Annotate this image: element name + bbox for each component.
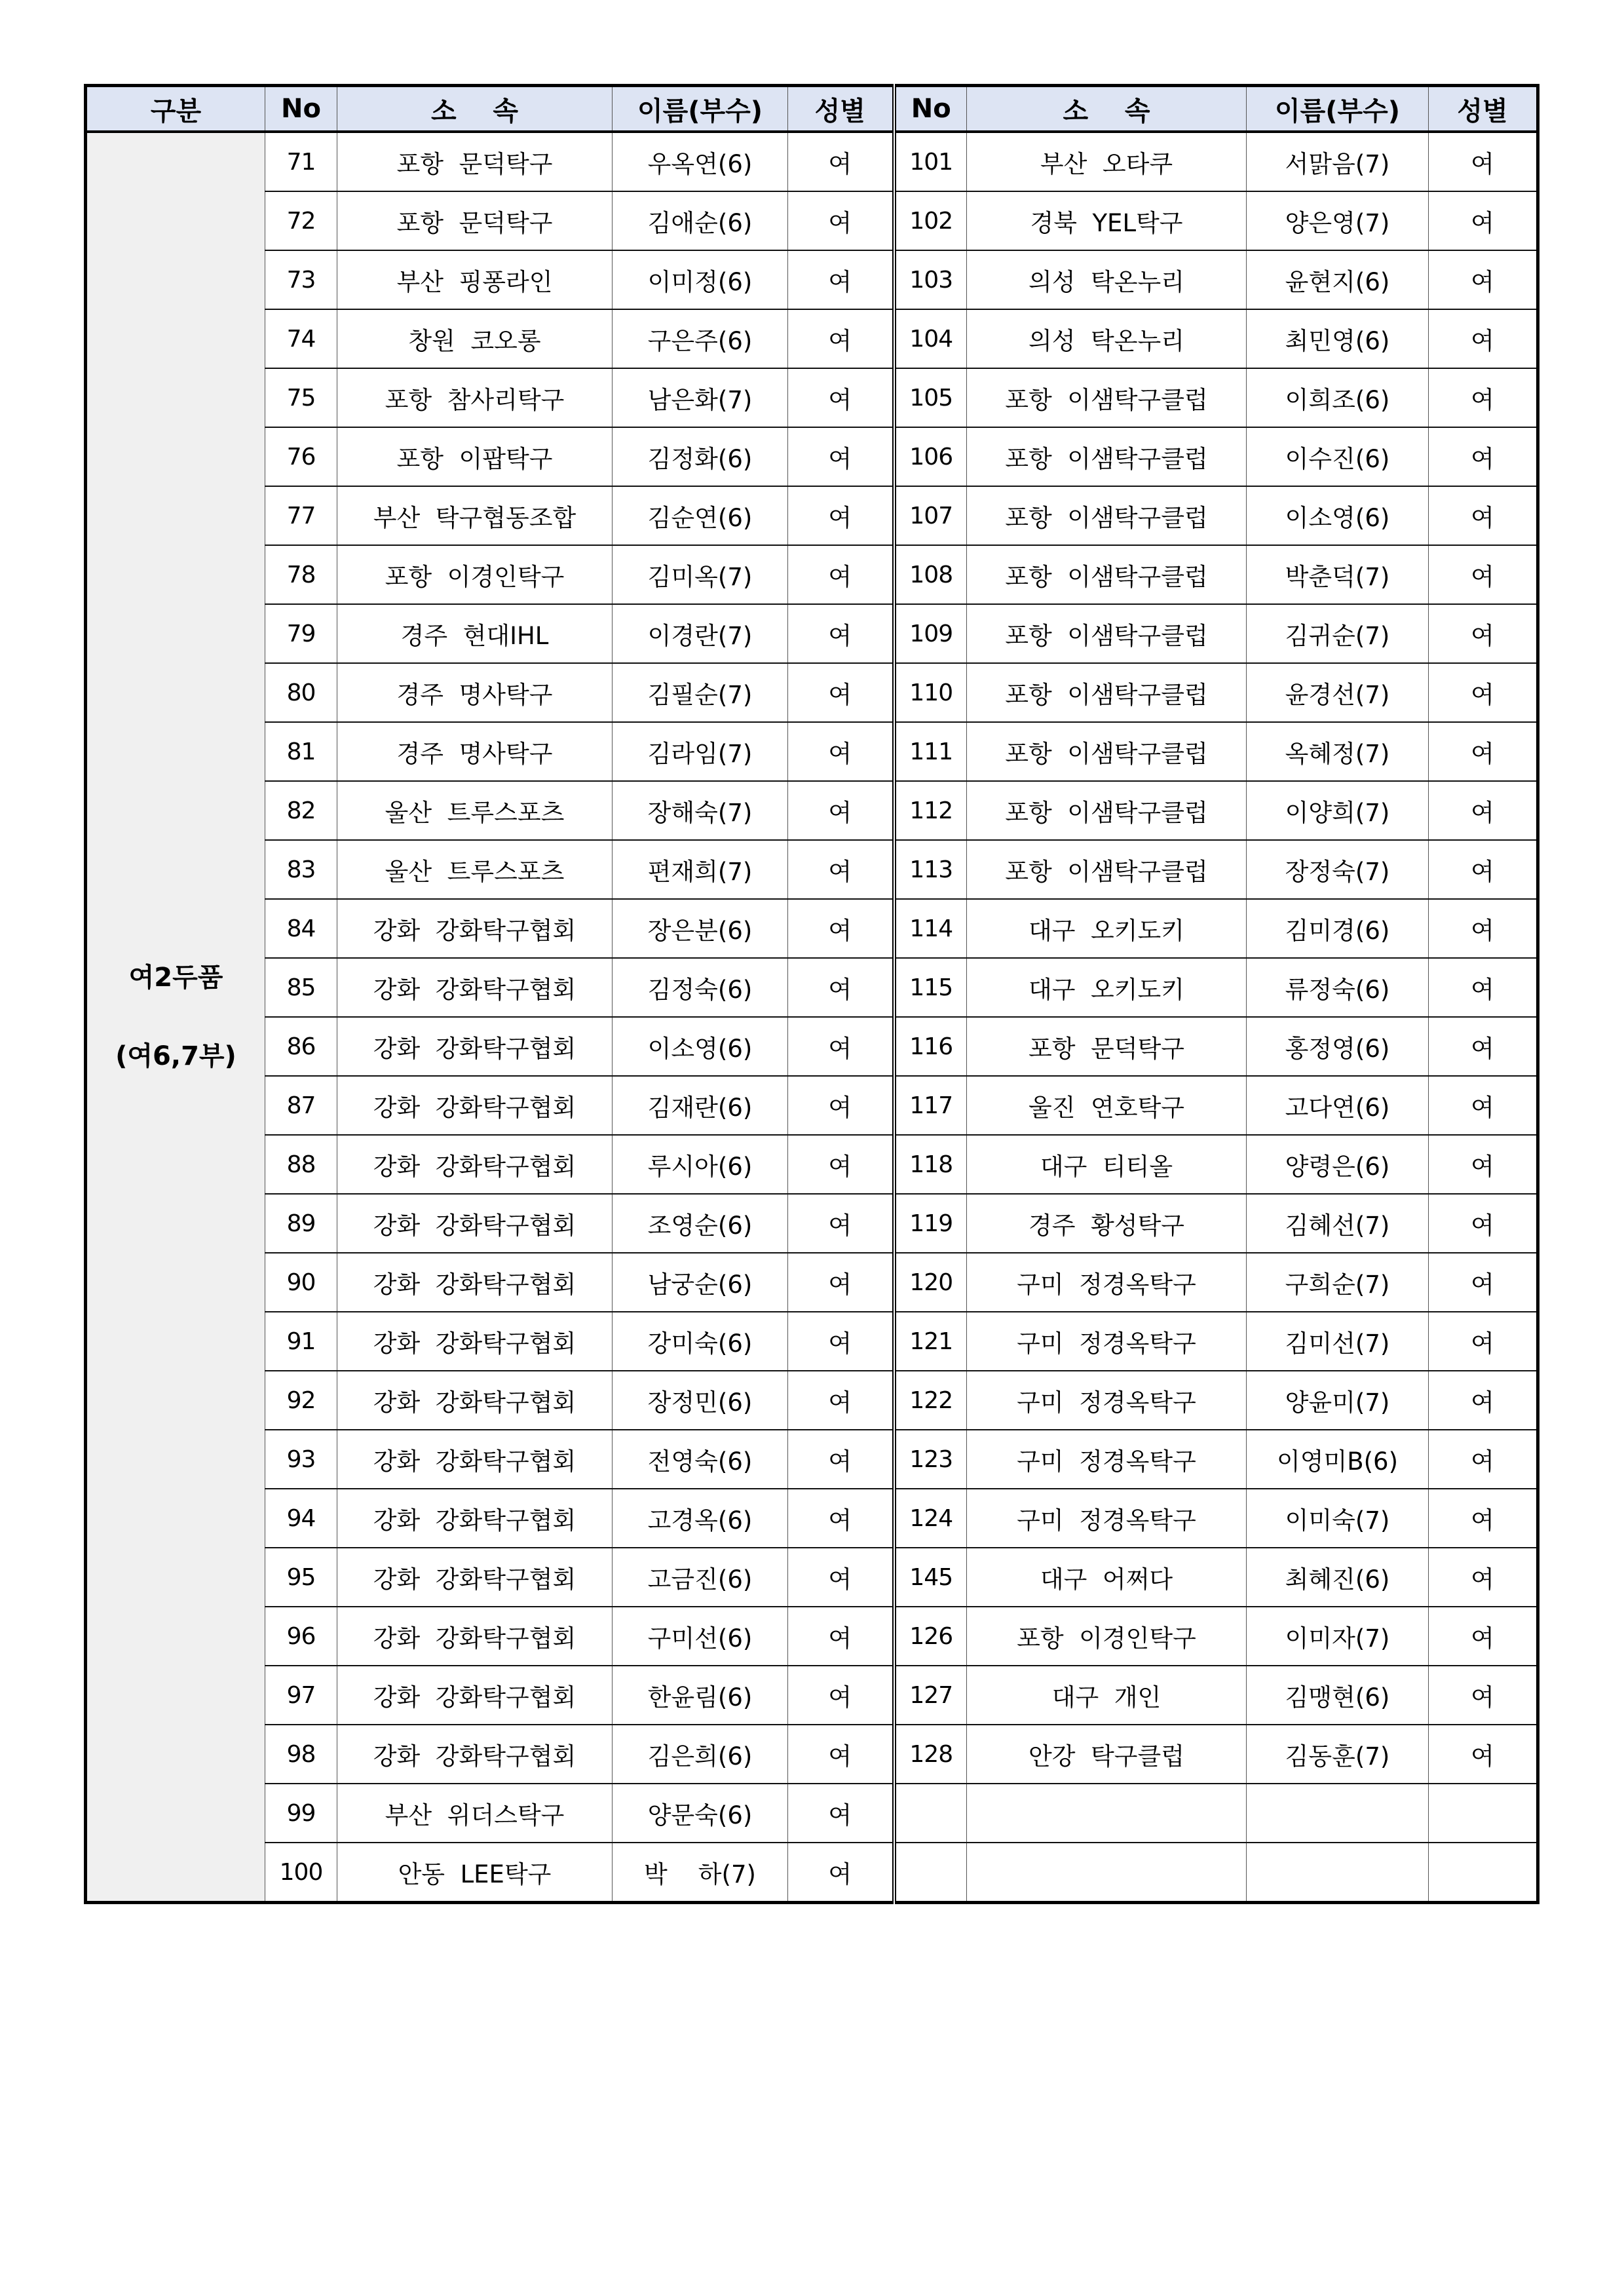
right-gender-cell: 여 (1429, 545, 1538, 604)
right-gender-cell (1429, 1784, 1538, 1843)
right-club-cell: 포항 이샘탁구클럽 (967, 663, 1247, 722)
right-club-cell: 의성 탁온누리 (967, 250, 1247, 309)
right-gender-cell: 여 (1429, 840, 1538, 899)
right-no-cell: 115 (894, 958, 967, 1017)
right-no-cell: 123 (894, 1430, 967, 1489)
left-club-cell: 강화 강화탁구협회 (337, 1017, 613, 1076)
left-name-cell: 김은희(6) (613, 1725, 788, 1784)
table-row (86, 1430, 1538, 1489)
left-name-cell: 김정화(6) (613, 427, 788, 486)
right-club-cell: 의성 탁온누리 (967, 309, 1247, 368)
left-club-cell: 포항 문덕탁구 (337, 132, 613, 191)
left-gender-cell: 여 (788, 958, 894, 1017)
table-row (86, 840, 1538, 899)
left-no-cell: 89 (265, 1194, 337, 1253)
left-gender-cell: 여 (788, 1725, 894, 1784)
left-no-cell: 78 (265, 545, 337, 604)
right-name-cell: 양은영(7) (1247, 191, 1429, 250)
left-club-cell: 부산 위더스탁구 (337, 1784, 613, 1843)
header-no-right: No (894, 86, 967, 132)
header-no-left: No (265, 86, 337, 132)
left-club-cell: 강화 강화탁구협회 (337, 1371, 613, 1430)
right-no-cell: 111 (894, 722, 967, 781)
left-club-cell: 강화 강화탁구협회 (337, 1607, 613, 1666)
header-gender-left: 성별 (788, 86, 894, 132)
right-gender-cell: 여 (1429, 663, 1538, 722)
left-name-cell: 이소영(6) (613, 1017, 788, 1076)
right-gender-cell: 여 (1429, 722, 1538, 781)
left-no-cell: 75 (265, 368, 337, 427)
right-no-cell: 102 (894, 191, 967, 250)
left-no-cell: 87 (265, 1076, 337, 1135)
table-row (86, 1312, 1538, 1371)
right-gender-cell: 여 (1429, 604, 1538, 663)
left-club-cell: 포항 문덕탁구 (337, 191, 613, 250)
right-no-cell (894, 1784, 967, 1843)
left-no-cell: 79 (265, 604, 337, 663)
table-row (86, 191, 1538, 250)
left-no-cell: 100 (265, 1843, 337, 1903)
left-club-cell: 울산 트루스포츠 (337, 781, 613, 840)
left-club-cell: 경주 현대IHL (337, 604, 613, 663)
left-name-cell: 박 하(7) (613, 1843, 788, 1903)
left-name-cell: 장정민(6) (613, 1371, 788, 1430)
right-club-cell: 대구 티티올 (967, 1135, 1247, 1194)
left-no-cell: 80 (265, 663, 337, 722)
left-no-cell: 82 (265, 781, 337, 840)
left-name-cell: 전영숙(6) (613, 1430, 788, 1489)
left-name-cell: 이미정(6) (613, 250, 788, 309)
right-club-cell: 포항 이샘탁구클럽 (967, 781, 1247, 840)
left-gender-cell: 여 (788, 486, 894, 545)
right-gender-cell: 여 (1429, 486, 1538, 545)
table-row (86, 486, 1538, 545)
right-name-cell: 김혜선(7) (1247, 1194, 1429, 1253)
right-club-cell: 포항 이샘탁구클럽 (967, 368, 1247, 427)
left-name-cell: 구미선(6) (613, 1607, 788, 1666)
right-club-cell: 대구 오키도키 (967, 958, 1247, 1017)
left-name-cell: 김애순(6) (613, 191, 788, 250)
left-no-cell: 90 (265, 1253, 337, 1312)
left-no-cell: 86 (265, 1017, 337, 1076)
right-no-cell: 118 (894, 1135, 967, 1194)
left-gender-cell: 여 (788, 899, 894, 958)
left-gender-cell: 여 (788, 132, 894, 191)
left-no-cell: 72 (265, 191, 337, 250)
right-gender-cell: 여 (1429, 1076, 1538, 1135)
right-club-cell: 대구 개인 (967, 1666, 1247, 1725)
left-no-cell: 73 (265, 250, 337, 309)
right-club-cell: 구미 정경옥탁구 (967, 1253, 1247, 1312)
left-gender-cell: 여 (788, 1076, 894, 1135)
left-no-cell: 92 (265, 1371, 337, 1430)
right-club-cell: 울진 연호탁구 (967, 1076, 1247, 1135)
left-name-cell: 남은화(7) (613, 368, 788, 427)
right-name-cell: 김귀순(7) (1247, 604, 1429, 663)
left-name-cell: 고경옥(6) (613, 1489, 788, 1548)
left-gender-cell: 여 (788, 250, 894, 309)
right-no-cell: 104 (894, 309, 967, 368)
right-no-cell: 112 (894, 781, 967, 840)
left-club-cell: 포항 참사리탁구 (337, 368, 613, 427)
left-club-cell: 강화 강화탁구협회 (337, 1725, 613, 1784)
right-club-cell: 안강 탁구클럽 (967, 1725, 1247, 1784)
left-name-cell: 고금진(6) (613, 1548, 788, 1607)
table-row (86, 1253, 1538, 1312)
right-gender-cell: 여 (1429, 1548, 1538, 1607)
right-club-cell: 구미 정경옥탁구 (967, 1312, 1247, 1371)
right-name-cell: 류정숙(6) (1247, 958, 1429, 1017)
left-no-cell: 97 (265, 1666, 337, 1725)
right-gender-cell: 여 (1429, 1430, 1538, 1489)
right-gender-cell: 여 (1429, 781, 1538, 840)
right-club-cell: 포항 문덕탁구 (967, 1017, 1247, 1076)
right-name-cell: 윤현지(6) (1247, 250, 1429, 309)
left-gender-cell: 여 (788, 1666, 894, 1725)
left-no-cell: 83 (265, 840, 337, 899)
left-no-cell: 85 (265, 958, 337, 1017)
right-name-cell: 이미자(7) (1247, 1607, 1429, 1666)
table-row (86, 781, 1538, 840)
right-gender-cell: 여 (1429, 1194, 1538, 1253)
right-name-cell: 양령은(6) (1247, 1135, 1429, 1194)
left-club-cell: 부산 핑퐁라인 (337, 250, 613, 309)
right-gender-cell: 여 (1429, 132, 1538, 191)
division-cell (86, 132, 265, 1903)
right-no-cell: 113 (894, 840, 967, 899)
left-gender-cell: 여 (788, 781, 894, 840)
right-name-cell (1247, 1784, 1429, 1843)
right-no-cell: 122 (894, 1371, 967, 1430)
left-gender-cell: 여 (788, 1843, 894, 1903)
right-gender-cell: 여 (1429, 1607, 1538, 1666)
right-club-cell (967, 1843, 1247, 1903)
left-name-cell: 장은분(6) (613, 899, 788, 958)
left-club-cell: 강화 강화탁구협회 (337, 899, 613, 958)
table-row (86, 545, 1538, 604)
right-name-cell: 구희순(7) (1247, 1253, 1429, 1312)
left-gender-cell: 여 (788, 1312, 894, 1371)
right-club-cell: 포항 이샘탁구클럽 (967, 545, 1247, 604)
right-no-cell: 127 (894, 1666, 967, 1725)
left-gender-cell: 여 (788, 722, 894, 781)
right-no-cell (894, 1843, 967, 1903)
right-no-cell: 120 (894, 1253, 967, 1312)
table-row (86, 604, 1538, 663)
right-club-cell: 포항 이샘탁구클럽 (967, 604, 1247, 663)
left-name-cell: 김순연(6) (613, 486, 788, 545)
right-gender-cell: 여 (1429, 1017, 1538, 1076)
right-name-cell: 김맹현(6) (1247, 1666, 1429, 1725)
right-no-cell: 103 (894, 250, 967, 309)
header-name-right: 이름(부수) (1247, 86, 1429, 132)
left-no-cell: 74 (265, 309, 337, 368)
right-no-cell: 114 (894, 899, 967, 958)
right-gender-cell: 여 (1429, 368, 1538, 427)
right-club-cell: 경주 황성탁구 (967, 1194, 1247, 1253)
left-club-cell: 포항 이팝탁구 (337, 427, 613, 486)
left-club-cell: 경주 명사탁구 (337, 722, 613, 781)
left-gender-cell: 여 (788, 191, 894, 250)
left-club-cell: 강화 강화탁구협회 (337, 1312, 613, 1371)
right-name-cell (1247, 1843, 1429, 1903)
left-name-cell: 조영순(6) (613, 1194, 788, 1253)
right-no-cell: 109 (894, 604, 967, 663)
right-name-cell: 고다연(6) (1247, 1076, 1429, 1135)
table-row (86, 1135, 1538, 1194)
right-club-cell: 구미 정경옥탁구 (967, 1489, 1247, 1548)
right-gender-cell: 여 (1429, 1135, 1538, 1194)
table-row (86, 899, 1538, 958)
right-gender-cell: 여 (1429, 1312, 1538, 1371)
table-row (86, 1843, 1538, 1903)
left-name-cell: 장해숙(7) (613, 781, 788, 840)
table-row (86, 1371, 1538, 1430)
table-row (86, 132, 1538, 191)
left-gender-cell: 여 (788, 545, 894, 604)
left-name-cell: 한윤림(6) (613, 1666, 788, 1725)
right-no-cell: 145 (894, 1548, 967, 1607)
right-no-cell: 101 (894, 132, 967, 191)
right-name-cell: 김동훈(7) (1247, 1725, 1429, 1784)
left-club-cell: 강화 강화탁구협회 (337, 1253, 613, 1312)
right-no-cell: 124 (894, 1489, 967, 1548)
left-name-cell: 김정숙(6) (613, 958, 788, 1017)
right-name-cell: 이양희(7) (1247, 781, 1429, 840)
header-club-left: 소 속 (337, 86, 613, 132)
table-row (86, 1725, 1538, 1784)
right-club-cell: 포항 이샘탁구클럽 (967, 486, 1247, 545)
left-name-cell: 편재희(7) (613, 840, 788, 899)
division-label: 여2두품 (128, 963, 223, 993)
header-name-left: 이름(부수) (613, 86, 788, 132)
left-gender-cell: 여 (788, 1784, 894, 1843)
right-name-cell: 박춘덕(7) (1247, 545, 1429, 604)
right-gender-cell: 여 (1429, 899, 1538, 958)
left-gender-cell: 여 (788, 1430, 894, 1489)
left-club-cell: 강화 강화탁구협회 (337, 1076, 613, 1135)
left-gender-cell: 여 (788, 1371, 894, 1430)
left-gender-cell: 여 (788, 1548, 894, 1607)
header-division: 구분 (86, 86, 265, 132)
table-row (86, 722, 1538, 781)
right-gender-cell: 여 (1429, 1253, 1538, 1312)
right-name-cell: 옥혜정(7) (1247, 722, 1429, 781)
right-name-cell: 이영미B(6) (1247, 1430, 1429, 1489)
left-club-cell: 포항 이경인탁구 (337, 545, 613, 604)
left-no-cell: 94 (265, 1489, 337, 1548)
right-no-cell: 119 (894, 1194, 967, 1253)
right-no-cell: 106 (894, 427, 967, 486)
right-no-cell: 105 (894, 368, 967, 427)
left-gender-cell: 여 (788, 1135, 894, 1194)
right-club-cell: 부산 오타쿠 (967, 132, 1247, 191)
table-row (86, 368, 1538, 427)
right-gender-cell (1429, 1843, 1538, 1903)
left-gender-cell: 여 (788, 1194, 894, 1253)
left-no-cell: 84 (265, 899, 337, 958)
right-no-cell: 126 (894, 1607, 967, 1666)
table-row (86, 309, 1538, 368)
right-name-cell: 이수진(6) (1247, 427, 1429, 486)
left-club-cell: 강화 강화탁구협회 (337, 1135, 613, 1194)
table-row (86, 1666, 1538, 1725)
right-club-cell: 포항 이샘탁구클럽 (967, 840, 1247, 899)
table-row (86, 1489, 1538, 1548)
right-name-cell: 양윤미(7) (1247, 1371, 1429, 1430)
left-club-cell: 강화 강화탁구협회 (337, 1194, 613, 1253)
left-gender-cell: 여 (788, 368, 894, 427)
left-name-cell: 남궁순(6) (613, 1253, 788, 1312)
left-club-cell: 부산 탁구협동조합 (337, 486, 613, 545)
left-no-cell: 93 (265, 1430, 337, 1489)
left-club-cell: 강화 강화탁구협회 (337, 958, 613, 1017)
right-name-cell: 이소영(6) (1247, 486, 1429, 545)
right-club-cell: 포항 이샘탁구클럽 (967, 427, 1247, 486)
left-name-cell: 이경란(7) (613, 604, 788, 663)
table-row (86, 250, 1538, 309)
left-gender-cell: 여 (788, 427, 894, 486)
left-no-cell: 76 (265, 427, 337, 486)
right-name-cell: 김미경(6) (1247, 899, 1429, 958)
left-club-cell: 울산 트루스포츠 (337, 840, 613, 899)
left-name-cell: 김필순(7) (613, 663, 788, 722)
right-club-cell: 포항 이샘탁구클럽 (967, 722, 1247, 781)
left-name-cell: 구은주(6) (613, 309, 788, 368)
right-club-cell: 경북 YEL탁구 (967, 191, 1247, 250)
table-row (86, 1017, 1538, 1076)
right-name-cell: 이미숙(7) (1247, 1489, 1429, 1548)
left-gender-cell: 여 (788, 1017, 894, 1076)
left-name-cell: 김라임(7) (613, 722, 788, 781)
table-row (86, 1784, 1538, 1843)
right-name-cell: 윤경선(7) (1247, 663, 1429, 722)
header-row (86, 86, 1538, 132)
right-gender-cell: 여 (1429, 1666, 1538, 1725)
right-name-cell: 홍정영(6) (1247, 1017, 1429, 1076)
right-gender-cell: 여 (1429, 309, 1538, 368)
left-gender-cell: 여 (788, 663, 894, 722)
left-name-cell: 양문숙(6) (613, 1784, 788, 1843)
right-gender-cell: 여 (1429, 250, 1538, 309)
left-no-cell: 81 (265, 722, 337, 781)
left-no-cell: 91 (265, 1312, 337, 1371)
left-club-cell: 경주 명사탁구 (337, 663, 613, 722)
left-club-cell: 강화 강화탁구협회 (337, 1430, 613, 1489)
left-club-cell: 창원 코오롱 (337, 309, 613, 368)
left-club-cell: 강화 강화탁구협회 (337, 1666, 613, 1725)
left-name-cell: 루시아(6) (613, 1135, 788, 1194)
left-club-cell: 안동 LEE탁구 (337, 1843, 613, 1903)
right-club-cell: 구미 정경옥탁구 (967, 1371, 1247, 1430)
right-no-cell: 128 (894, 1725, 967, 1784)
table-row (86, 1194, 1538, 1253)
right-club-cell: 대구 오키도키 (967, 899, 1247, 958)
table-row (86, 663, 1538, 722)
header-gender-right: 성별 (1429, 86, 1538, 132)
left-name-cell: 강미숙(6) (613, 1312, 788, 1371)
table-row (86, 1548, 1538, 1607)
right-club-cell: 대구 어쩌다 (967, 1548, 1247, 1607)
right-no-cell: 117 (894, 1076, 967, 1135)
left-no-cell: 95 (265, 1548, 337, 1607)
right-name-cell: 서맑음(7) (1247, 132, 1429, 191)
left-no-cell: 96 (265, 1607, 337, 1666)
right-no-cell: 108 (894, 545, 967, 604)
right-name-cell: 최민영(6) (1247, 309, 1429, 368)
right-no-cell: 116 (894, 1017, 967, 1076)
right-gender-cell: 여 (1429, 1725, 1538, 1784)
right-name-cell: 이희조(6) (1247, 368, 1429, 427)
right-gender-cell: 여 (1429, 1489, 1538, 1548)
left-no-cell: 88 (265, 1135, 337, 1194)
left-club-cell: 강화 강화탁구협회 (337, 1489, 613, 1548)
right-name-cell: 장정숙(7) (1247, 840, 1429, 899)
left-name-cell: 김미옥(7) (613, 545, 788, 604)
table-row (86, 1607, 1538, 1666)
right-gender-cell: 여 (1429, 1371, 1538, 1430)
left-no-cell: 71 (265, 132, 337, 191)
left-gender-cell: 여 (788, 309, 894, 368)
right-no-cell: 107 (894, 486, 967, 545)
left-name-cell: 우옥연(6) (613, 132, 788, 191)
left-gender-cell: 여 (788, 604, 894, 663)
roster-body (86, 132, 1538, 1903)
right-gender-cell: 여 (1429, 958, 1538, 1017)
left-no-cell: 77 (265, 486, 337, 545)
left-gender-cell: 여 (788, 1253, 894, 1312)
left-name-cell: 김재란(6) (613, 1076, 788, 1135)
left-gender-cell: 여 (788, 840, 894, 899)
right-club-cell: 포항 이경인탁구 (967, 1607, 1247, 1666)
table-row (86, 958, 1538, 1017)
right-no-cell: 110 (894, 663, 967, 722)
right-club-cell: 구미 정경옥탁구 (967, 1430, 1247, 1489)
left-no-cell: 98 (265, 1725, 337, 1784)
roster-table (84, 84, 1539, 1904)
right-gender-cell: 여 (1429, 191, 1538, 250)
division-sublabel: (여6,7부) (115, 1041, 236, 1071)
left-gender-cell: 여 (788, 1489, 894, 1548)
right-no-cell: 121 (894, 1312, 967, 1371)
right-club-cell (967, 1784, 1247, 1843)
left-club-cell: 강화 강화탁구협회 (337, 1548, 613, 1607)
right-name-cell: 최혜진(6) (1247, 1548, 1429, 1607)
right-name-cell: 김미선(7) (1247, 1312, 1429, 1371)
right-gender-cell: 여 (1429, 427, 1538, 486)
left-gender-cell: 여 (788, 1607, 894, 1666)
table-row (86, 1076, 1538, 1135)
header-club-right: 소 속 (967, 86, 1247, 132)
table-row (86, 427, 1538, 486)
left-no-cell: 99 (265, 1784, 337, 1843)
